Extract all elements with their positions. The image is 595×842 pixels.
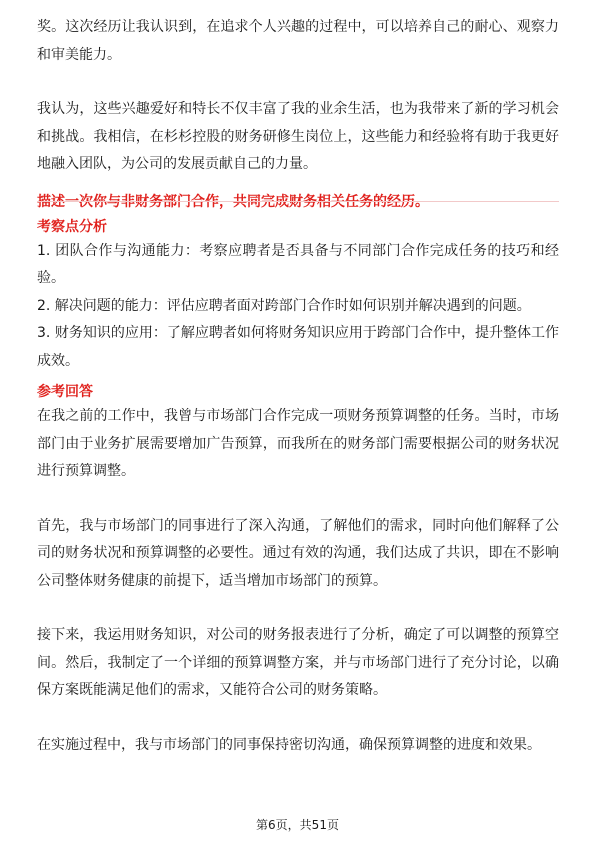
answer-paragraph: 首先，我与市场部门的同事进行了深入沟通，了解他们的需求，同时向他们解释了公司的财务状况和预算调整的必要性。通过有效的沟通，我们达成了共识，即在不影响公司整体财务健康的前提下，适当增加市场部门的预算。	[37, 517, 559, 589]
body-paragraph: 我认为，这些兴趣爱好和特长不仅丰富了我的业余生活，也为我带来了新的学习机会和挑战。我相信，在杉杉控股的财务研修生岗位上，这些能力和经验将有助于我更好地融入团队，为公司的发展贡献自己的力量。	[37, 101, 559, 172]
question-heading: 描述一次你与非财务部门合作，共同完成财务相关任务的经历。	[37, 193, 429, 210]
body-paragraph: 奖。这次经历让我认识到，在追求个人兴趣的过程中，可以培养自己的耐心、观察力和审美能力。	[37, 19, 559, 63]
answer-paragraph: 在实施过程中，我与市场部门的同事保持密切沟通，确保预算调整的进度和效果。	[37, 736, 541, 753]
page-content	[37, 14, 559, 759]
section-divider	[37, 201, 559, 202]
answer-title: 参考回答	[37, 384, 93, 400]
page-number: 第6页，共51页	[256, 818, 339, 832]
analysis-item: 3. 财务知识的应用：了解应聘者如何将财务知识应用于跨部门合作中，提升整体工作成效。	[37, 325, 559, 369]
analysis-title: 考察点分析	[37, 218, 107, 235]
answer-paragraph: 在我之前的工作中，我曾与市场部门合作完成一项财务预算调整的任务。当时，市场部门由于业务扩展需要增加广告预算，而我所在的财务部门需要根据公司的财务状况进行预算调整。	[37, 408, 559, 479]
analysis-item: 2. 解决问题的能力：评估应聘者面对跨部门合作时如何识别并解决遇到的问题。	[37, 297, 531, 314]
analysis-item: 1. 团队合作与沟通能力：考察应聘者是否具备与不同部门合作完成任务的技巧和经验。	[37, 242, 559, 286]
answer-paragraph: 接下来，我运用财务知识，对公司的财务报表进行了分析，确定了可以调整的预算空间。然后，我制定了一个详细的预算调整方案，并与市场部门进行了充分讨论，以确保方案既能满足他们的需求，又能符合公司的财务策略。	[37, 627, 559, 698]
